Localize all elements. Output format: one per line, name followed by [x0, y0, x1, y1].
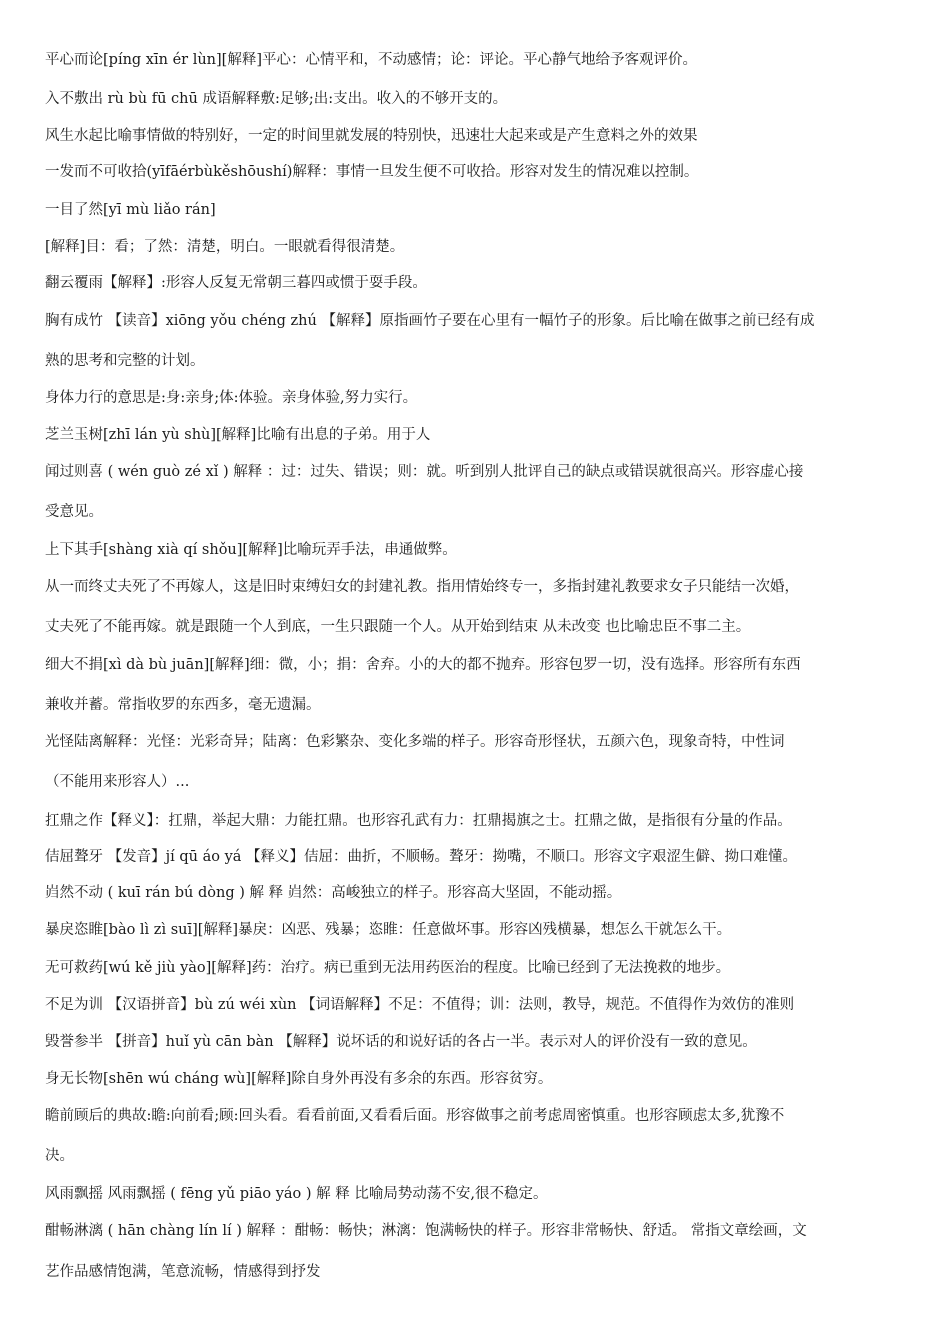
text-line: 从一而终丈夫死了不再嫁人，这是旧时束缚妇女的封建礼教。指用情始终专一，多指封建礼教要求女子只能结一次婚， [45, 579, 799, 595]
text-line: 身无长物[shēn wú cháng wù][解释]除自身外再没有多余的东西。形容贫穷。 [45, 1071, 553, 1087]
text-line: 细大不捐[xì dà bù juān][解释]细：微，小；捐：舍弃。小的大的都不抛弃。形容包罗一切，没有选择。形容所有东西 [45, 657, 801, 673]
text-line: 胸有成竹 【读音】xiōng yǒu chéng zhú 【解释】原指画竹子要在心里有一幅竹子的形象。后比喻在做事之前已经有成 [45, 313, 815, 329]
text-line: 身体力行的意思是:身:亲身;体:体验。亲身体验,努力实行。 [45, 390, 418, 406]
text-line: 风雨飘摇 风雨飘摇 ( fēng yǔ piāo yáo ) 解 释 比喻局势动荡不安,很不稳定。 [45, 1186, 548, 1202]
text-line: 艺作品感情饱满，笔意流畅，情感得到抒发 [45, 1264, 321, 1280]
text-line: 决。 [45, 1148, 74, 1164]
text-line: 上下其手[shàng xià qí shǒu][解释]比喻玩弄手法，串通做弊。 [45, 542, 457, 558]
text-line: 闻过则喜 ( wén guò zé xǐ ) 解释 ：过：过失、错误；则：就。听到别人批评自己的缺点或错误就很高兴。形容虚心接 [45, 464, 804, 480]
text-line: 扛鼎之作【释义】：扛鼎，举起大鼎：力能扛鼎。也形容孔武有力：扛鼎揭旗之士。扛鼎之做，是指很有分量的作品。 [45, 813, 792, 829]
text-line: 平心而论[píng xīn ér lùn][解释]平心：心情平和，不动感情；论：评论。平心静气地给予客观评价。 [45, 52, 697, 68]
text-line: 熟的思考和完整的计划。 [45, 353, 205, 369]
text-line: 瞻前顾后的典故:瞻:向前看;顾:回头看。看看前面,又看看后面。形容做事之前考虑周密慎重。也形容顾虑太多,犹豫不 [45, 1108, 785, 1124]
text-line: 暴戾恣睢[bào lì zì suī][解释]暴戾：凶恶、残暴；恣睢：任意做坏事。形容凶残横暴，想怎么干就怎么干。 [45, 922, 732, 938]
text-line: 光怪陆离解释：光怪：光彩奇异；陆离：色彩繁杂、变化多端的样子。形容奇形怪状，五颜六色，现象奇特，中性词 [45, 734, 785, 750]
text-line: 佶屈聱牙 【发音】jí qū áo yá 【释义】佶屈：曲折，不顺畅。聱牙：拗嘴，不顺口。形容文字艰涩生僻、拗口难懂。 [45, 849, 798, 865]
text-line: （不能用来形容人）... [45, 774, 190, 790]
text-line: 岿然不动 ( kuī rán bú dòng ) 解 释 岿然：高峻独立的样子。形容高大坚固，不能动摇。 [45, 885, 622, 901]
text-line: 酣畅淋漓 ( hān chàng lín lí ) 解释 ：酣畅：畅快；淋漓：饱满畅快的样子。形容非常畅快、舒适。 常指文章绘画，文 [45, 1223, 807, 1239]
text-line: [解释]目：看；了然：清楚，明白。一眼就看得很清楚。 [45, 239, 405, 255]
text-line: 丈夫死了不能再嫁。就是跟随一个人到底，一生只跟随一个人。从开始到结束 从未改变 也比喻忠臣不事二主。 [45, 619, 751, 635]
text-line: 受意见。 [45, 504, 103, 520]
text-line: 毁誉参半 【拼音】huǐ yù cān bàn 【解释】说坏话的和说好话的各占一半。表示对人的评价没有一致的意见。 [45, 1034, 757, 1050]
text-line: 翻云覆雨【解释】:形容人反复无常朝三暮四或惯于耍手段。 [45, 275, 427, 291]
text-line: 不足为训 【汉语拼音】bù zú wéi xùn 【词语解释】不足：不值得；训：法则，教导，规范。不值得作为效仿的准则 [45, 997, 795, 1013]
text-line: 入不敷出 rù bù fū chū 成语解释敷:足够;出:支出。收入的不够开支的。 [45, 91, 508, 107]
text-line: 芝兰玉树[zhī lán yù shù][解释]比喻有出息的子弟。用于人 [45, 427, 431, 443]
text-line: 一发而不可收拾(yīfāérbùkěshōushí)解释：事情一旦发生便不可收拾。形容对发生的情况难以控制。 [45, 164, 699, 180]
text-line: 兼收并蓄。常指收罗的东西多，毫无遗漏。 [45, 697, 321, 713]
text-line: 无可救药[wú kě jiù yào][解释]药：治疗。病已重到无法用药医治的程度。比喻已经到了无法挽救的地步。 [45, 960, 731, 976]
text-line: 风生水起比喻事情做的特别好，一定的时间里就发展的特别快，迅速壮大起来或是产生意料之外的效果 [45, 128, 698, 144]
text-line: 一目了然[yī mù liǎo rán] [45, 202, 216, 218]
